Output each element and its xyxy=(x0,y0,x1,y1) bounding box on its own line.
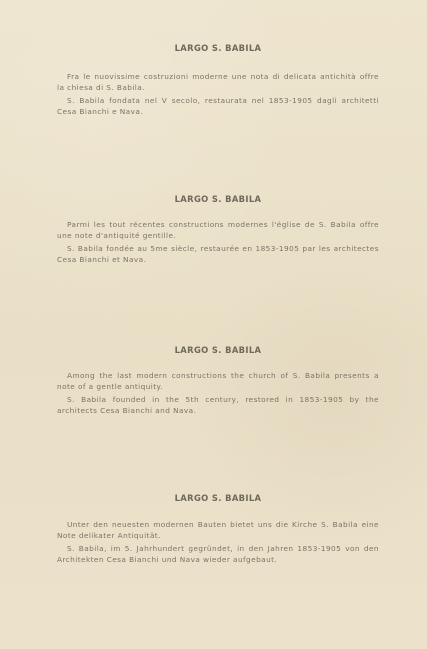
english-section xyxy=(57,345,379,416)
german-paragraph-2: S. Babila, im 5. Jahrhundert gegründet, in den Jahren 1853-1905 von den Architekten Cesa Bianchi und Nava wieder aufgebaut. xyxy=(57,544,379,565)
french-section xyxy=(57,194,379,265)
german-section xyxy=(57,493,379,565)
section-title: LARGO S. BABILA xyxy=(174,493,262,503)
section-title: LARGO S. BABILA xyxy=(174,345,262,355)
english-paragraph-1: Among the last modern constructions the church of S. Babila presents a note of a gentle antiquity. xyxy=(57,371,379,392)
french-paragraph-2: S. Babila fondée au 5me siècle, restaurée en 1853-1905 par les architectes Cesa Bianchi et Nava. xyxy=(57,244,379,265)
german-paragraph-1: Unter den neuesten modernen Bauten bietet uns die Kirche S. Babila eine Note delikater Antiquität. xyxy=(57,520,379,541)
italian-paragraph-1: Fra le nuovissime costruzioni moderne une nota di delicata antichità offre la chiesa di S. Babila. xyxy=(57,72,379,93)
section-title: LARGO S. BABILA xyxy=(174,43,262,53)
section-title: LARGO S. BABILA xyxy=(174,194,262,204)
italian-paragraph-2: S. Babila fondata nel V secolo, restaurata nel 1853-1905 dagli architetti Cesa Bianchi e Nava. xyxy=(57,96,379,117)
italian-section xyxy=(57,43,379,117)
english-paragraph-2: S. Babila founded in the 5th century, restored in 1853-1905 by the architects Cesa Bianchi and Nava. xyxy=(57,395,379,416)
french-paragraph-1: Parmi les tout récentes constructions modernes l'église de S. Babila offre une note d'antiquité gentille. xyxy=(57,220,379,241)
